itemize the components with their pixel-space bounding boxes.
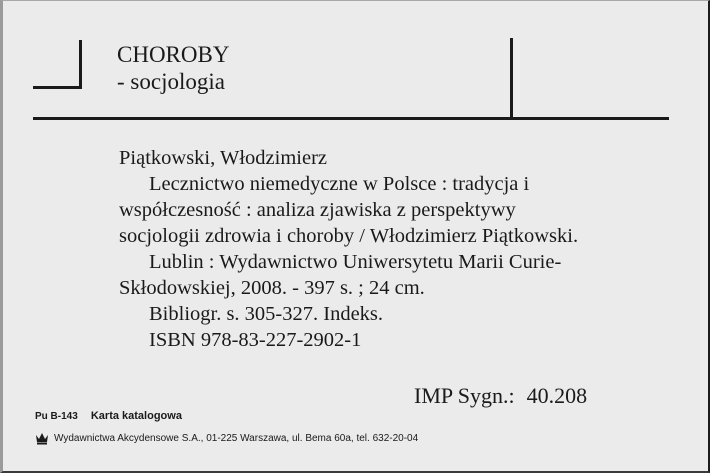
crown-logo-icon [35, 431, 49, 445]
bibliographic-entry [119, 145, 679, 353]
isbn: ISBN 978-83-227-2902-1 [149, 329, 362, 351]
heading-rule [33, 117, 669, 120]
notes: Bibliogr. s. 305-327. Indeks. [149, 303, 384, 325]
call-number [414, 383, 587, 409]
call-number-label: IMP Sygn.: [414, 383, 515, 408]
corner-mark [79, 40, 82, 89]
heading-divider [510, 38, 513, 120]
subject-subdivision: - socjologia [117, 69, 225, 94]
form-name: Karta katalogowa [90, 410, 182, 422]
imprint-line-2: Skłodowskiej, 2008. - 397 s. ; 24 cm. [119, 277, 425, 299]
imprint-line-1: Lublin : Wydawnictwo Uniwersytetu Marii Curie- [149, 251, 562, 273]
form-info [35, 410, 182, 422]
title-line-2: współczesność : analiza zjawiska z perspektywy [119, 199, 516, 221]
call-number-value: 40.208 [526, 383, 588, 408]
title-line-3: socjologii zdrowia i choroby / Włodzimierz Piątkowski. [119, 225, 579, 247]
subject-heading: CHOROBY [117, 42, 230, 67]
publisher-info [35, 431, 418, 445]
form-code: Pu B-143 [35, 411, 78, 422]
corner-mark-horizontal [33, 86, 82, 89]
title-line-1: Lecznictwo niemedyczne w Polsce : tradycja i [149, 173, 530, 195]
author: Piątkowski, Włodzimierz [119, 147, 328, 169]
publisher-text: Wydawnictwa Akcydensowe S.A., 01-225 Warszawa, ul. Bema 60a, tel. 632-20-04 [54, 432, 419, 444]
